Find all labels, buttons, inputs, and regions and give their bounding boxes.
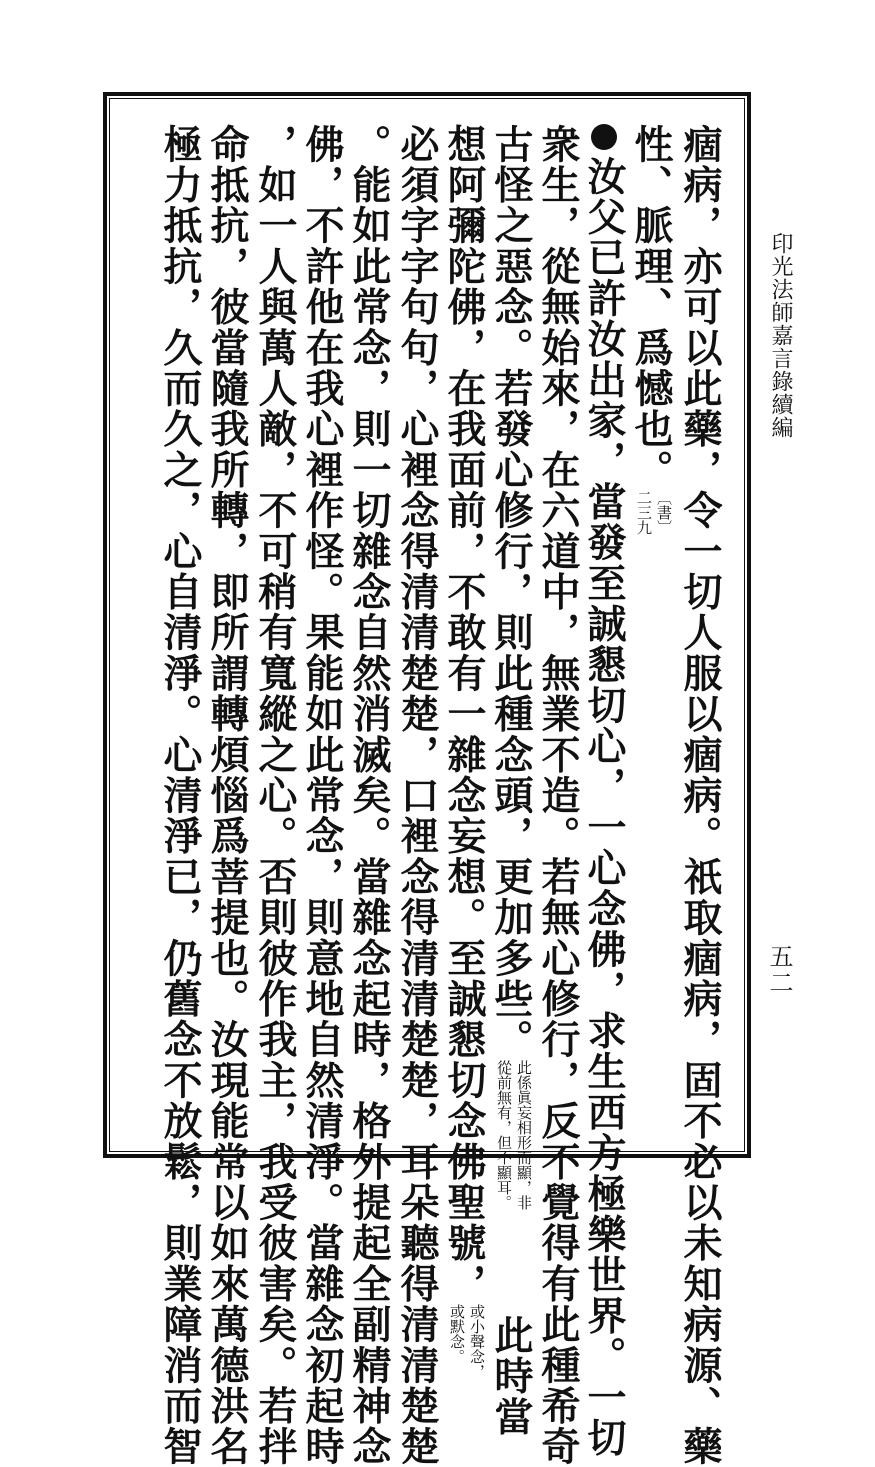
note-line: 〔書〕: [655, 490, 673, 536]
column-text: 佛，不許他在我心裡作怪。果能如此常念，則意地自然清淨。當雜念初起時: [299, 124, 345, 1467]
inline-note: [447, 1304, 487, 1404]
column-text-continued: 此時當: [488, 1315, 534, 1438]
bullet-icon: [591, 124, 617, 150]
column-text: 性、脈理、爲憾也。: [628, 124, 674, 491]
column-text: 極力抵抗，久而久之，心自清淨。心清淨已，仍舊念不放鬆，則業障消而智: [157, 124, 203, 1467]
column-text: 衆生，從無始來，在六道中，無業不造。若無心修行，反不覺得有此種希奇: [535, 124, 581, 1467]
text-column-4: [535, 124, 581, 1467]
column-text: 想阿彌陀佛，在我面前，不敢有一雜念妄想。至誠懇切念佛聖號，: [441, 124, 487, 1305]
text-column-3: [581, 124, 627, 1459]
text-column-10: [252, 124, 298, 1467]
column-text: ，如一人與萬人敵，不可稍有寬縱之心。否則彼作我主，我受彼害矣。若拌: [252, 124, 298, 1467]
column-text: 。能如此常念，則一切雜念自然消滅矣。當雜念起時，格外提起全副精神念: [346, 124, 392, 1467]
note-line: 或默念。: [448, 1304, 466, 1365]
running-header: 印光法師嘉言錄續編: [768, 232, 793, 439]
text-column-12: [157, 124, 203, 1467]
column-text: 痼病，亦可以此藥，令一切人服以痼病。祇取痼病，固不必以未知病源、藥: [677, 124, 723, 1467]
column-text: 古怪之惡念。若發心修行，則此種念頭，更加多些。: [488, 124, 534, 1061]
column-text: 汝父已許汝出家，當發至誠懇切心，一心念佛，求生西方極樂世界。一切: [581, 156, 627, 1459]
note-line: 從前無有，但不顯耳。: [495, 1060, 513, 1211]
text-column-6: [441, 124, 487, 1380]
text-column-5: [488, 124, 534, 1438]
text-column-1: [677, 124, 723, 1467]
page-number: 五二: [765, 944, 793, 996]
text-column-7: [394, 124, 440, 1467]
source-note: [634, 490, 674, 570]
column-text: 命抵抗，彼當隨我所轉，即所謂轉煩惱爲菩提也。汝現能常以如來萬德洪名: [204, 124, 250, 1467]
note-line: 此係眞妄相形而顯，非: [515, 1060, 533, 1211]
inline-note: [494, 1060, 534, 1315]
text-column-11: [204, 124, 250, 1467]
text-column-8: [346, 124, 392, 1467]
note-line: 二三九: [635, 490, 653, 536]
text-column-2: [628, 124, 674, 1144]
text-column-9: [299, 124, 345, 1467]
note-line: 或小聲念，: [468, 1304, 486, 1380]
column-text: 必須字字句句，心裡念得清清楚楚，口裡念得清清楚楚，耳朵聽得清清楚楚: [394, 124, 440, 1467]
